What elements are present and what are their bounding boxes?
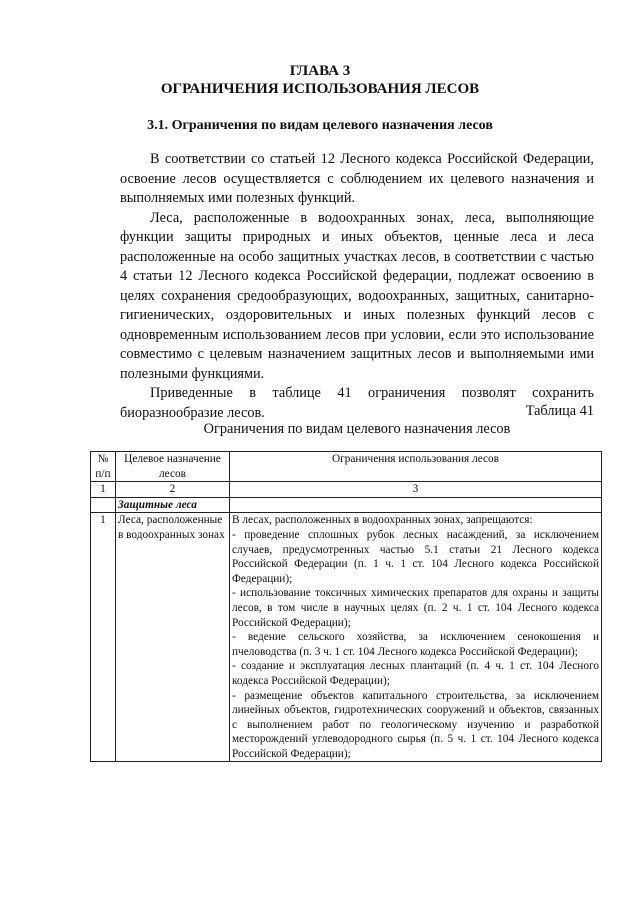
table-row bbox=[91, 513, 602, 762]
restriction-item: - создание и эксплуатация лесных плантаций (п. 4 ч. 1 ст. 104 Лесного кодекса Российской Федерации); bbox=[232, 660, 599, 687]
restrictions-table bbox=[90, 451, 602, 762]
restriction-item: - размещение объектов капитального строительства, за исключением линейных объектов, гидротехнических сооружений и объектов, связанных с выполнением работ по геологическому изучению и разработкой месторождений углеводородного сырья (п. 5 ч. 1 ст. 104 Лесного кодекса Российской Федерации); bbox=[232, 689, 599, 760]
table-caption: Ограничения по видам целевого назначения лесов bbox=[203, 421, 511, 437]
column-number: 2 bbox=[116, 482, 230, 498]
restriction-item: В лесах, расположенных в водоохранных зонах, запрещаются: bbox=[232, 514, 533, 527]
group-row bbox=[91, 497, 602, 513]
chapter-number: ГЛАВА 3 bbox=[289, 63, 351, 79]
chapter-title: ОГРАНИЧЕНИЯ ИСПОЛЬЗОВАНИЯ ЛЕСОВ bbox=[160, 81, 480, 97]
group-empty-cell bbox=[230, 497, 602, 513]
header-cell-num: № п/п bbox=[91, 452, 116, 482]
paragraph: Приведенные в таблице 41 ограничения позволят сохранить биоразнообразие лесов. bbox=[120, 385, 594, 421]
group-label: Защитные леса bbox=[116, 497, 230, 513]
row-restrictions bbox=[230, 513, 602, 762]
restriction-item: - проведение сплошных рубок лесных насаждений, за исключением случаев, предусмотренных частью 5.1 статьи 21 Лесного кодекса Российской Федерации (п. 1 ч. 1 ст. 104 Лесного кодекса Российской Федерации); bbox=[232, 528, 599, 585]
column-number: 1 bbox=[91, 482, 116, 498]
column-number: 3 bbox=[230, 482, 602, 498]
table-label: Таблица 41 bbox=[525, 403, 594, 419]
header-cell-purpose: Целевое назначение лесов bbox=[116, 452, 230, 482]
table-header-row bbox=[91, 452, 602, 482]
restriction-item: - использование токсичных химических препаратов для охраны и защиты лесов, в том числе в научных целях (п. 2 ч. 1 ст. 104 Лесного кодекса Российской Федерации); bbox=[232, 587, 599, 629]
body-text bbox=[120, 150, 594, 423]
restriction-item: - ведение сельского хозяйства, за исключением сенокошения и пчеловодства (п. 3 ч. 1 ст. 104 Лесного кодекса Российской Федерации); bbox=[232, 631, 599, 658]
row-number: 1 bbox=[91, 513, 116, 762]
group-empty-cell bbox=[91, 497, 116, 513]
paragraph: Леса, расположенные в водоохранных зонах, леса, выполняющие функции защиты природных и иных объектов, ценные леса и леса расположенные на особо защитных участках лесов, в соответствии с частью 4 статьи 12 Лесного кодекса Российской федерации, подлежат освоению в целях сохранения средообразующих, водоохранных, защитных, санитарно-гигиенических, оздоровительных и иных полезных функций лесов с одновременным использованием лесов при условии, если это использование совместимо с целевым назначением защитных лесов и выполняемыми ими полезными функциями. bbox=[120, 209, 594, 382]
section-title: 3.1. Ограничения по видам целевого назначения лесов bbox=[147, 118, 493, 133]
row-purpose: Леса, расположенные в водоохранных зонах bbox=[116, 513, 230, 762]
header-cell-restrictions: Ограничения использования лесов bbox=[230, 452, 602, 482]
paragraph: В соответствии со статьей 12 Лесного кодекса Российской Федерации, освоение лесов осуществляется с соблюдением их целевого назначения и выполняемых ими полезных функций. bbox=[120, 151, 594, 206]
column-numbers-row bbox=[91, 482, 602, 498]
